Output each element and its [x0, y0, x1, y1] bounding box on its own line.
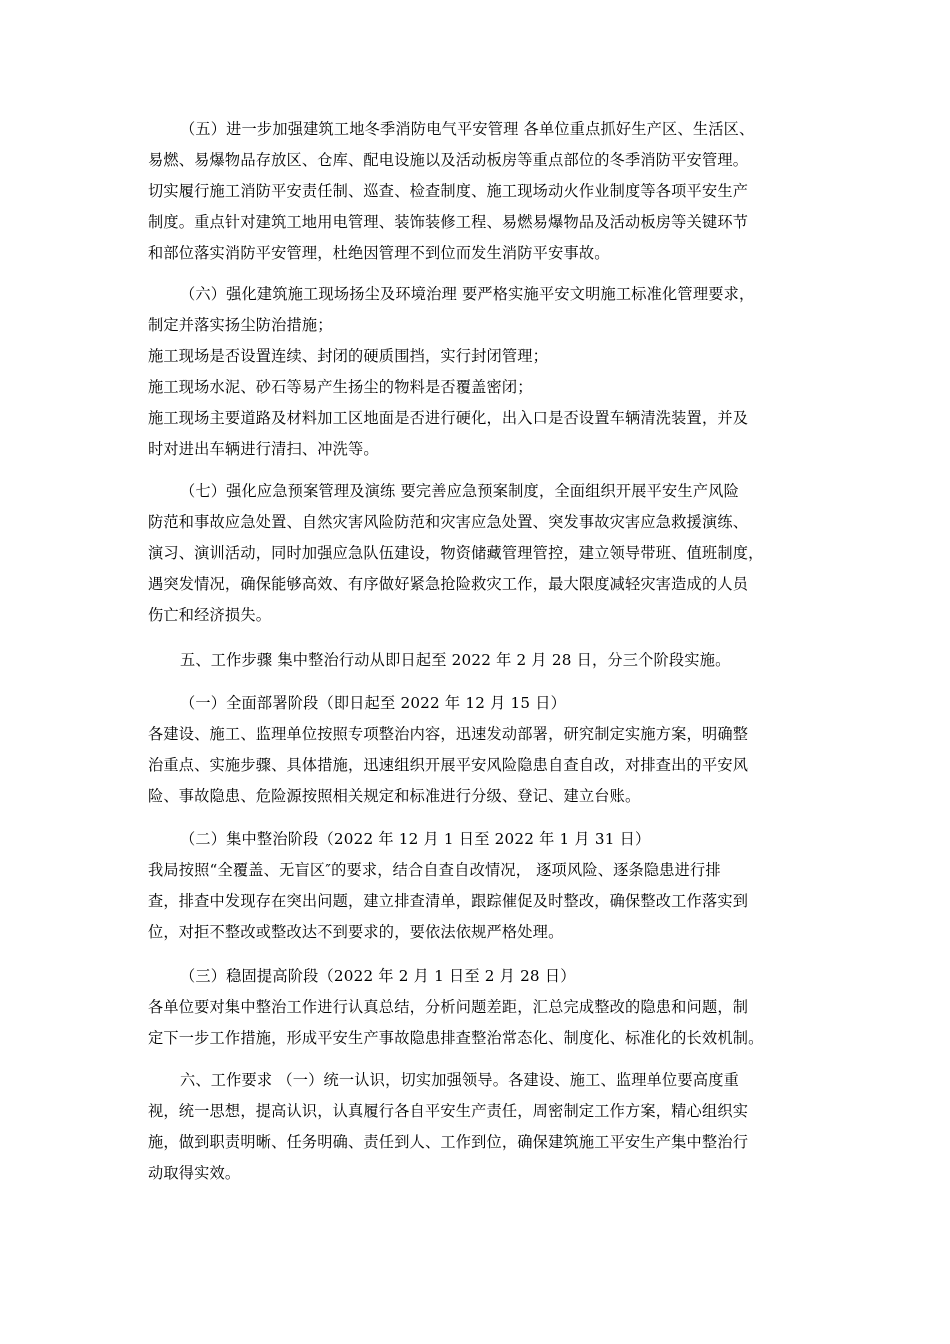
stage-1-deployment [148, 688, 808, 812]
text-line: 制度。重点针对建筑工地用电管理、装饰装修工程、易燃易爆物品及活动板房等关键环节 [148, 213, 749, 231]
text-line: 施，做到职责明晰、任务明确、责任到人、工作到位，确保建筑施工平安生产集中整治行 [148, 1133, 749, 1151]
text-line: 定下一步工作措施，形成平安生产事故隐患排查整治常态化、制度化、标准化的长效机制。 [148, 1029, 764, 1047]
paragraph-5-winter-fire-safety [148, 114, 808, 269]
text-line: 六、工作要求 （一）统一认识，切实加强领导。各建设、施工、监理单位要高度重 [180, 1071, 739, 1089]
paragraph-6-dust-control [148, 279, 808, 465]
text-line: （七）强化应急预案管理及演练 要完善应急预案制度，全面组织开展平安生产风险 [180, 482, 739, 500]
text-line: 施工现场水泥、砂石等易产生扬尘的物料是否覆盖密闭； [148, 378, 533, 396]
text-line: 防范和事故应急处置、自然灾害风险防范和灾害应急处置、突发事故灾害应急救援演练、 [148, 513, 749, 531]
text-line: 施工现场主要道路及材料加工区地面是否进行硬化，出入口是否设置车辆清洗装置，并及 [148, 409, 749, 427]
stage-3-consolidation [148, 961, 808, 1054]
text-line: 动取得实效。 [148, 1164, 241, 1182]
text-line: （一）全面部署阶段（即日起至 2022 年 12 月 15 日） [180, 694, 567, 712]
text-line: 各单位要对集中整治工作进行认真总结，分析问题差距，汇总完成整改的隐患和问题，制 [148, 998, 749, 1016]
text-line: 切实履行施工消防平安责任制、巡查、检查制度、施工现场动火作业制度等各项平安生产 [148, 182, 749, 200]
text-line: 视，统一思想，提高认识，认真履行各自平安生产责任，周密制定工作方案，精心组织实 [148, 1102, 749, 1120]
text-line: （五）进一步加强建筑工地冬季消防电气平安管理 各单位重点抓好生产区、生活区、 [180, 120, 755, 138]
stage-2-concentrated-rectification [148, 824, 808, 948]
text-line: 位，对拒不整改或整改达不到要求的，要依法依规严格处理。 [148, 923, 564, 941]
text-line: 制定并落实扬尘防治措施； [148, 316, 333, 334]
text-line: 演习、演训活动，同时加强应急队伍建设，物资储藏管理管控，建立领导带班、值班制度， [148, 544, 764, 562]
text-line: 各建设、施工、监理单位按照专项整治内容，迅速发动部署，研究制定实施方案，明确整 [148, 725, 749, 743]
text-line: 治重点、实施步骤、具体措施，迅速组织开展平安风险隐患自查自改，对排查出的平安风 [148, 756, 749, 774]
text-line: （六）强化建筑施工现场扬尘及环境治理 要严格实施平安文明施工标准化管理要求， [180, 285, 755, 303]
text-line: （二）集中整治阶段（2022 年 12 月 1 日至 2022 年 1 月 31 日） [180, 830, 651, 848]
text-line: 五、工作步骤 集中整治行动从即日起至 2022 年 2 月 28 日，分三个阶段实施。 [180, 651, 731, 669]
text-line: 易燃、易爆物品存放区、仓库、配电设施以及活动板房等重点部位的冬季消防平安管理。 [148, 151, 749, 169]
text-line: 我局按照“全覆盖、无盲区″的要求，结合自查自改情况， 逐项风险、逐条隐患进行排 [148, 861, 721, 879]
paragraph-7-emergency-plan [148, 476, 808, 631]
section-5-work-steps [148, 645, 808, 676]
text-line: 查，排查中发现存在突出问题，建立排查清单，跟踪催促及时整改，确保整改工作落实到 [148, 892, 749, 910]
text-line: 时对进出车辆进行清扫、冲洗等。 [148, 440, 379, 458]
section-6-work-requirements [148, 1065, 808, 1189]
text-line: 伤亡和经济损失。 [148, 606, 272, 624]
text-line: 和部位落实消防平安管理，杜绝因管理不到位而发生消防平安事故。 [148, 244, 610, 262]
text-line: 施工现场是否设置连续、封闭的硬质围挡，实行封闭管理； [148, 347, 549, 365]
text-line: （三）稳固提高阶段（2022 年 2 月 1 日至 2 月 28 日） [180, 967, 576, 985]
text-line: 遇突发情况，确保能够高效、有序做好紧急抢险救灾工作，最大限度减轻灾害造成的人员 [148, 575, 749, 593]
text-line: 险、事故隐患、危险源按照相关规定和标准进行分级、登记、建立台账。 [148, 787, 641, 805]
